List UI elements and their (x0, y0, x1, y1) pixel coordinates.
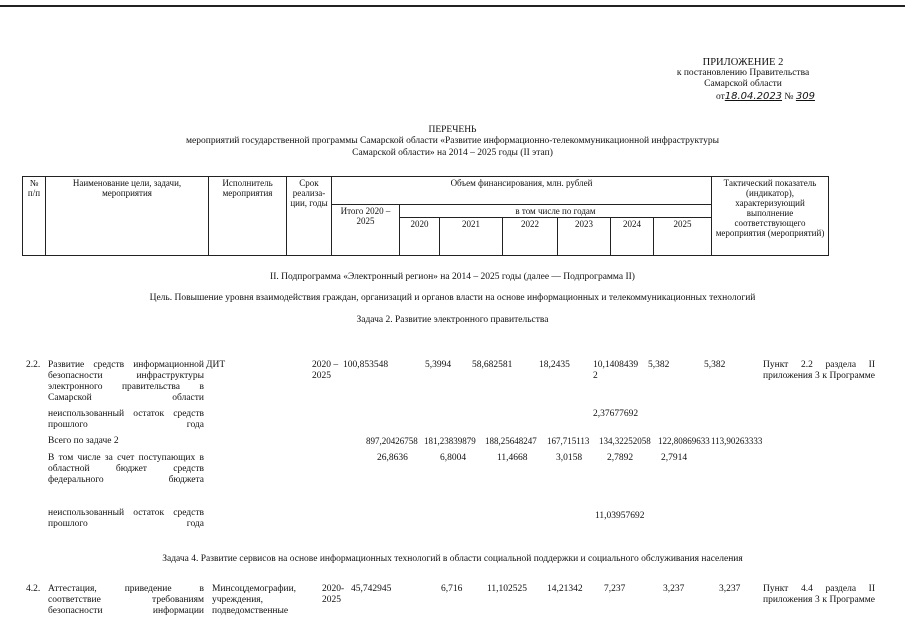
row42-total: 45,742945 (351, 584, 392, 594)
signed-date: 18.04.2023 (724, 91, 783, 102)
task2-federal-2021: 11,4668 (497, 453, 528, 463)
row22-2025: 5,382 (704, 360, 726, 370)
year-header-2023: 2023 (558, 218, 611, 256)
task2-total-total: 897,20426758 (366, 436, 418, 446)
task2-total-2024: 122,80869633 (658, 436, 710, 446)
table-header (22, 176, 829, 256)
col-indicator-header: Тактический показатель (индикатор), характеризующий выполнение соответствующего мероприятия (мероприятий) (712, 177, 829, 256)
row22-2021: 58,682581 (472, 360, 513, 370)
appendix-date-line (716, 91, 815, 103)
row22-total: 100,853548 (343, 360, 389, 370)
row22-indicator: Пункт 2.2 раздела II приложения 3 к Программе (763, 360, 875, 381)
task2-federal-name: В том числе за счет поступающих в областной бюджет средств федерального бюджета (48, 453, 204, 485)
year-header-2021: 2021 (440, 218, 503, 256)
task2-heading: Задача 2. Развитие электронного правительства (356, 315, 549, 325)
task2-unused-name: неиспользованный остаток средств прошлого года (48, 508, 204, 529)
col-executor-header: Исполнитель мероприятия (209, 177, 287, 256)
row42-2023: 7,237 (604, 584, 626, 594)
task2-total-2023: 134,32252058 (599, 436, 651, 446)
task2-federal-2024: 2,7914 (661, 453, 688, 463)
goal-heading: Цель. Повышение уровня взаимодействия граждан, организаций и органов власти на основе информационных и телекоммуникационных технологий (149, 293, 756, 303)
list-subtitle-1: мероприятий государственной программы Самарской области «Развитие информационно-телекоммуникационной инфраструктуры (186, 136, 719, 146)
row42-executor: Минсоцдемографии, учреждения, подведомственные (212, 584, 297, 616)
row42-2025: 3,237 (719, 584, 741, 594)
row22-name: Развитие средств информационной безопасности инфраструктуры электронного правительства в Самарской области (48, 360, 204, 403)
row42-2020: 6,716 (441, 584, 463, 594)
col-funding-header: Объем финансирования, млн. рублей (332, 177, 712, 205)
list-title: ПЕРЕЧЕНЬ (428, 125, 477, 135)
row22-2020: 5,3994 (425, 360, 452, 370)
year-header-2025: 2025 (654, 218, 712, 256)
subprogram-heading: II. Подпрограмма «Электронный регион» на 2014 – 2025 годы (далее — Подпрограмма II) (270, 272, 635, 282)
task2-total-name: Всего по задаче 2 (48, 436, 119, 446)
year-header-2024: 2024 (611, 218, 654, 256)
row22-2024: 5,382 (648, 360, 670, 370)
row22-executor: ДИТ (206, 360, 226, 370)
row22-term: 2020 – 2025 (312, 360, 339, 381)
top-border-line (0, 5, 905, 7)
appendix-line2: Самарской области (704, 79, 782, 89)
col-num-header: № п/п (23, 177, 46, 256)
appendix-line1: к постановлению Правительства (676, 68, 810, 78)
task2-total-2020: 181,23839879 (424, 436, 476, 446)
task2-total-2022: 167,715113 (547, 436, 590, 446)
task2-federal-2023: 2,7892 (607, 453, 634, 463)
task2-federal-total: 26,8636 (377, 453, 408, 463)
row22-2023: 10,1408439 2 (593, 360, 639, 381)
task2-unused-2023: 11,03957692 (595, 511, 645, 521)
row22-unused-2023: 2,37677692 (593, 409, 639, 419)
row42-name: Аттестация, приведение в соответствие требованиям безопасности информации (48, 584, 204, 616)
year-header-2020: 2020 (400, 218, 440, 256)
col-name-header: Наименование цели, задачи, мероприятия (46, 177, 209, 256)
task2-federal-2020: 6,8004 (440, 453, 467, 463)
signed-number: 309 (795, 91, 815, 102)
row22-num: 2.2. (26, 360, 41, 370)
col-total-header: Итого 2020 – 2025 (332, 205, 400, 256)
list-subtitle-2: Самарской области» на 2014 – 2025 годы (II этап) (352, 148, 553, 158)
row22-2022: 18,2435 (539, 360, 570, 370)
row42-2024: 3,237 (663, 584, 685, 594)
task2-total-2025: 113,90263333 (711, 436, 763, 446)
col-by-years-header: в том числе по годам (400, 205, 712, 218)
task4-heading: Задача 4. Развитие сервисов на основе информационных технологий в области социальной поддержки и социального обслуживания населения (162, 554, 743, 564)
appendix-title: ПРИЛОЖЕНИЕ 2 (702, 57, 784, 68)
task2-federal-2022: 3,0158 (556, 453, 583, 463)
row42-2021: 11,102525 (487, 584, 528, 594)
row42-2022: 14,21342 (547, 584, 583, 594)
col-term-header: Срок реализа-ции, годы (287, 177, 332, 256)
row42-num: 4.2. (26, 584, 41, 594)
year-header-2022: 2022 (503, 218, 558, 256)
row42-term: 2020- 2025 (322, 584, 345, 605)
number-prefix: № (784, 92, 794, 102)
row22-unused-name: неиспользованный остаток средств прошлого года (48, 409, 204, 430)
date-prefix: от (716, 92, 725, 102)
row42-indicator: Пункт 4.4 раздела II приложения 3 к Программе (763, 584, 875, 605)
task2-total-2021: 188,25648247 (485, 436, 537, 446)
